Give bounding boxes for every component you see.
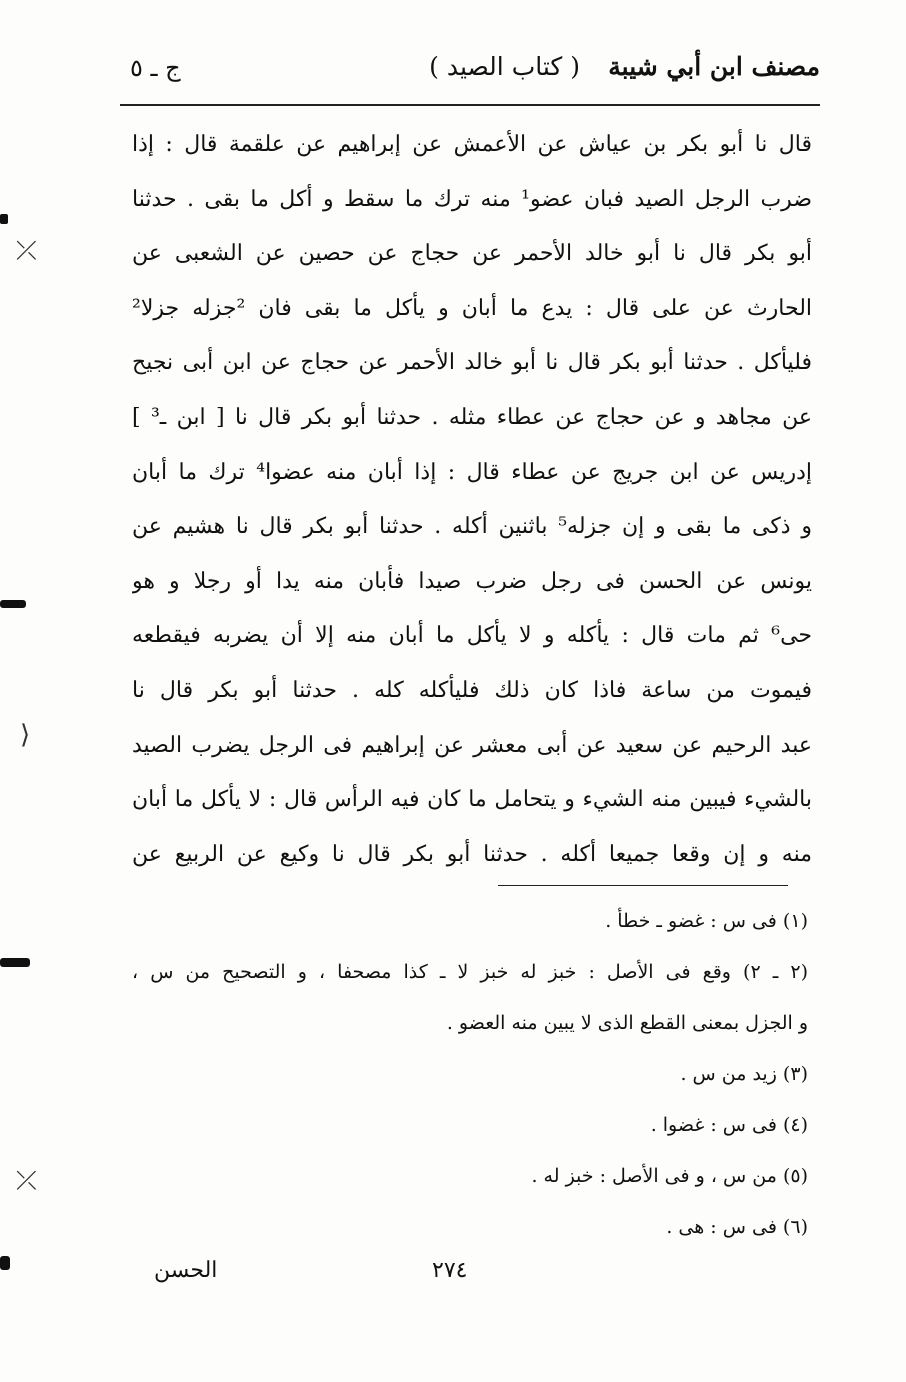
header-book-name: ( كتاب الصيد ) [429,52,580,81]
footnote-rule [498,885,788,886]
footnote: (٢ ـ ٢) وقع فى الأصل : خبز له خبز لا ـ كذا مصحفا ، و التصحيح من س ، [132,961,808,983]
text-line: يونس عن الحسن فى رجل ضرب صيدا فأبان منه يدا أو رجلا و هو [132,568,812,594]
footnote: (٦) فى س : هى . [666,1216,808,1238]
margin-mark [0,958,30,967]
text-line: فليأكل . حدثنا أبو بكر قال نا أبو خالد الأحمر عن حجاج عن ابن أبى نجيح [132,350,812,376]
margin-glyph: ⤫ [16,1166,37,1196]
text-line: الحارث عن على قال : يدع ما أبان و يأكل ما بقى فان ²جزله جزلا² [132,295,812,321]
footnotes [132,896,808,1253]
margin-mark [0,600,26,608]
footnote: (٥) من س ، و فى الأصل : خبز له . [531,1165,808,1187]
header-volume: ج ـ ٥ [130,54,181,82]
header-rule [120,104,820,106]
text-line: حى⁶ ثم مات قال : يأكله و لا يأكل ما أبان منه إلا أن يضربه فيقطعه [132,623,812,649]
text-line: فيموت من ساعة فاذا كان ذلك فليأكله كله . حدثنا أبو بكر قال نا [132,677,812,703]
footnote: (٣) زيد من س . [680,1063,808,1085]
text-line: و ذكى ما بقى و إن جزله⁵ باثنين أكله . حدثنا أبو بكر قال نا هشيم عن [132,514,812,540]
text-line: أبو بكر قال نا أبو خالد الأحمر عن حجاج عن حصين عن الشعبى عن [132,241,812,267]
margin-glyph: ⤫ [16,236,37,266]
footnote: (٤) فى س : غضوا . [650,1114,808,1136]
page-footer [132,1258,812,1298]
text-line: ضرب الرجل الصيد فبان عضو¹ منه ترك ما سقط و أكل ما بقى . حدثنا [132,186,812,212]
margin-glyph: ⟩ [20,720,31,750]
margin-mark [0,214,8,224]
text-line: عبد الرحيم عن سعيد عن أبى معشر عن إبراهيم فى الرجل يضرب الصيد [132,732,812,758]
running-header [120,48,820,92]
page-number: ٢٧٤ [432,1258,468,1283]
text-line: منه و إن وقعا جميعا أكله . حدثنا أبو بكر قال نا وكيع عن الربيع عن [132,841,812,867]
footnote: (١) فى س : غضو ـ خطأ . [605,910,808,932]
header-title: مصنف ابن أبي شيبة [608,52,820,81]
text-line: بالشيء فيبين منه الشيء و يتحامل ما كان فيه الرأس قال : لا يأكل ما أبان [132,787,812,813]
main-text [132,118,812,882]
margin-mark [0,1256,10,1270]
text-line: قال نا أبو بكر بن عياش عن الأعمش عن إبراهيم عن علقمة قال : إذا [132,132,812,157]
footnote: و الجزل بمعنى القطع الذى لا يبين منه العضو . [446,1012,808,1034]
text-line: إدريس عن ابن جريج عن عطاء قال : إذا أبان منه عضوا⁴ ترك ما أبان [132,459,812,485]
catchword: الحسن [154,1258,218,1283]
text-line: عن مجاهد و عن حجاج عن عطاء مثله . حدثنا أبو بكر قال نا [ ابن ـ³ ] [132,404,812,430]
